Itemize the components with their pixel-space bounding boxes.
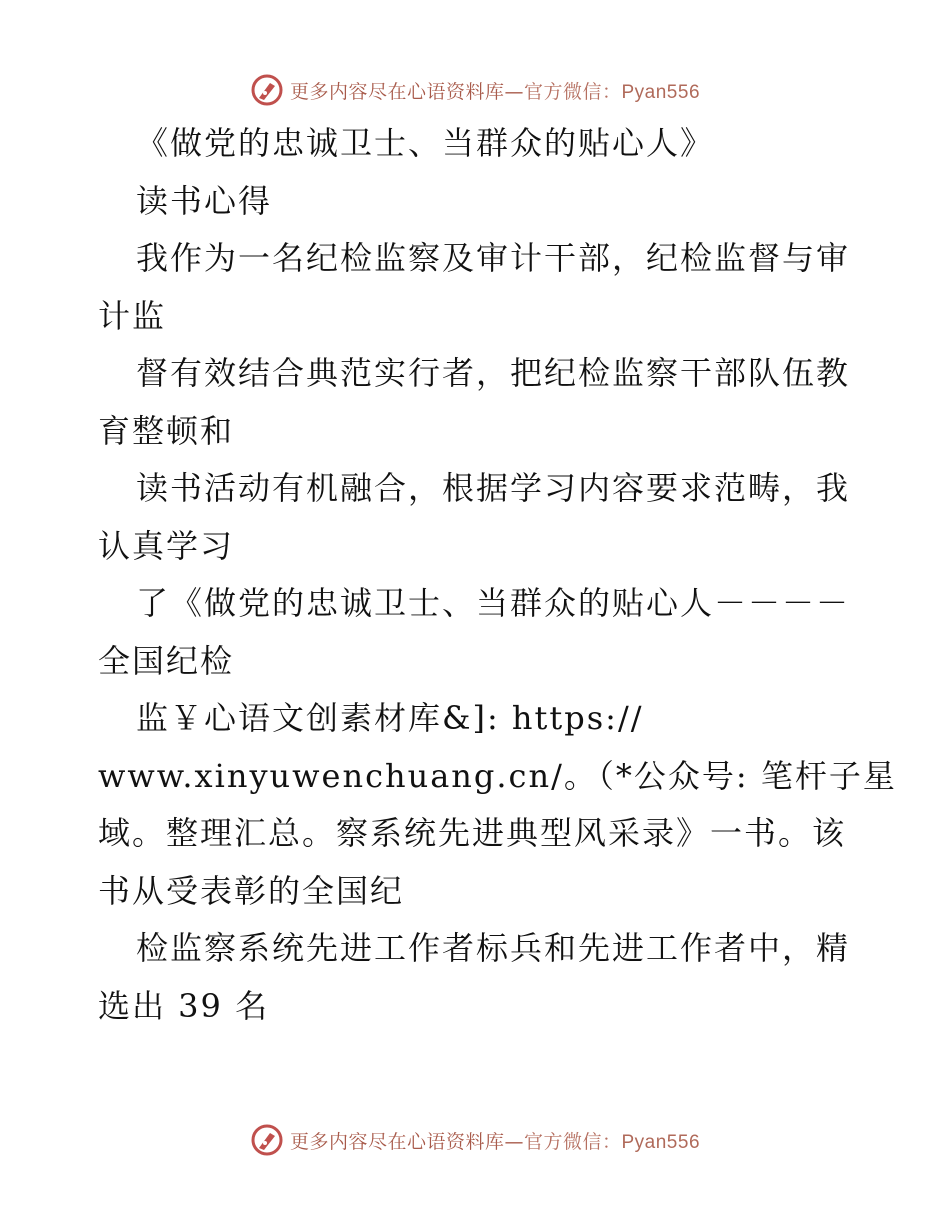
paragraph-line: 育整顿和 bbox=[98, 411, 235, 450]
paragraph-line: 域。整理汇总。察系统先进典型风采录》一书。该 bbox=[98, 814, 847, 852]
document-subtitle: 读书心得 bbox=[136, 181, 273, 220]
banner-separator: — bbox=[504, 80, 524, 103]
paragraph-line: 认真学习 bbox=[98, 526, 235, 565]
pen-nib-logo-icon bbox=[250, 73, 284, 107]
footer-watermark-banner bbox=[0, 1120, 950, 1160]
banner-brand: 更多内容尽在心语资料库 bbox=[289, 80, 505, 103]
paragraph-line: 书从受表彰的全国纪 bbox=[98, 871, 405, 910]
paragraph-line: 检监察系统先进工作者标兵和先进工作者中，精 bbox=[136, 929, 851, 967]
paragraph-line: 我作为一名纪检监察及审计干部，纪检监督与审 bbox=[136, 239, 851, 277]
banner-brand: 更多内容尽在心语资料库 bbox=[289, 1130, 505, 1153]
banner-text bbox=[290, 1127, 700, 1154]
paragraph-line: 读书活动有机融合，根据学习内容要求范畴，我 bbox=[136, 469, 851, 507]
paragraph-line: 选出 39 名 bbox=[98, 986, 270, 1025]
paragraph-line: 督有效结合典范实行者，把纪检监察干部队伍教 bbox=[136, 354, 851, 392]
document-title: 《做党的忠诚卫士、当群众的贴心人》 bbox=[136, 124, 715, 162]
banner-wechat-id: Pyan556 bbox=[621, 1131, 701, 1153]
paragraph-line: 了《做党的忠诚卫士、当群众的贴心人－－－－ bbox=[136, 584, 851, 622]
paragraph-line: www.xinyuwenchuang.cn/。（*公众号: 笔杆子星 bbox=[98, 756, 897, 795]
banner-separator: — bbox=[504, 1130, 524, 1153]
pen-nib-logo-icon bbox=[250, 1123, 284, 1157]
banner-text bbox=[290, 77, 700, 104]
paragraph-line: 监￥心语文创素材库&]: https:// bbox=[136, 699, 644, 737]
banner-wechat-label: 官方微信： bbox=[523, 80, 622, 103]
paragraph-line: 计监 bbox=[98, 296, 167, 335]
document-body bbox=[98, 115, 897, 1035]
banner-wechat-id: Pyan556 bbox=[621, 81, 701, 103]
header-watermark-banner bbox=[0, 70, 950, 110]
banner-wechat-label: 官方微信： bbox=[523, 1130, 622, 1153]
paragraph-line: 全国纪检 bbox=[98, 641, 235, 680]
